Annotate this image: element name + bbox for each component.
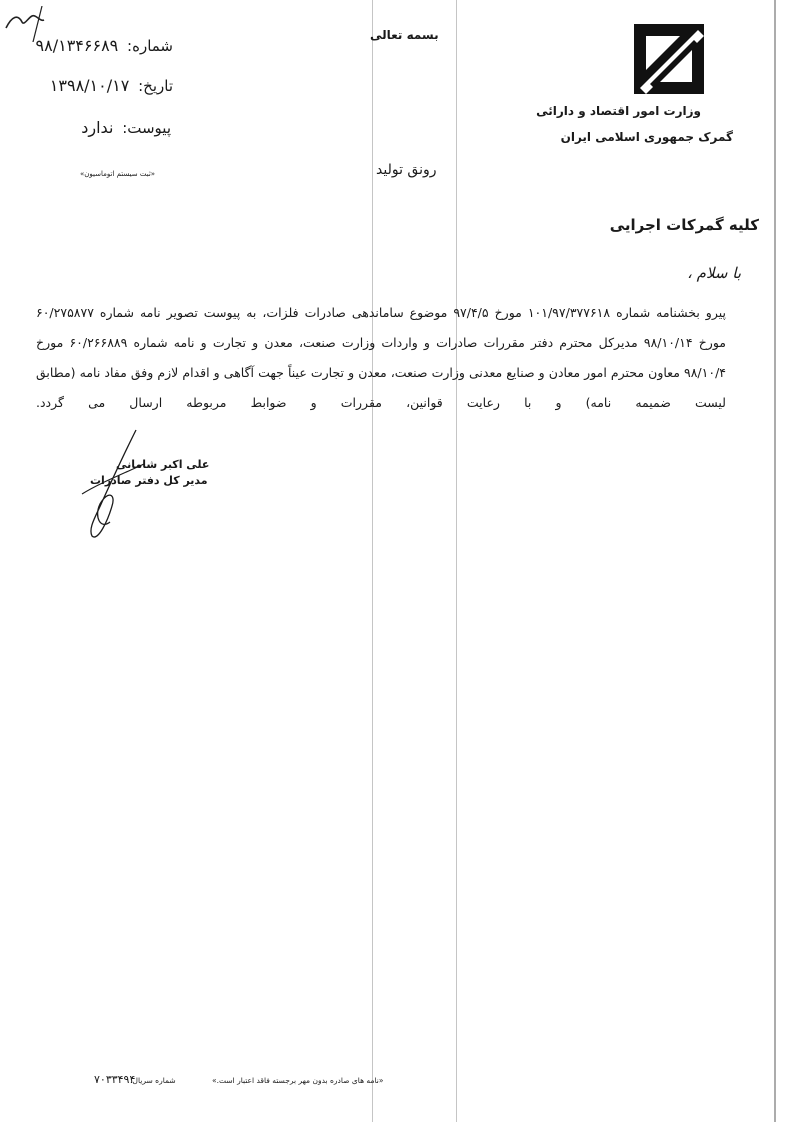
- letter-body: پیرو بخشنامه شماره ۱۰۱/۹۷/۳۷۷۶۱۸ مورخ ۹۷/۴/۵ موضوع ساماندهی صادرات فلزات، به پیوست تصویر نامه شماره ۶۰/۲۷۵۸۷۷ مورخ ۹۸/۱۰/۱۴ مدیرکل محترم دفتر مقررات صادرات و واردات وزارت صنعت، معدن و تجارت و نامه شماره ۶۰/۲۶۶۸۸۹ مورخ ۹۸/۱۰/۴ معاون محترم امور معادن و صنایع معدنی وزارت صنعت، معدن و تجارت عیناً جهت آگاهی و اقدام لازم وفق مفاد نامه (مطابق لیست ضمیمه نامه) و با رعایت قوانین، مقررات و ضوابط مربوطه ارسال می گردد.: [36, 305, 727, 410]
- automation-system-note: «ثبت سیستم اتوماسیون»: [80, 170, 156, 178]
- greeting: با سلام ،: [687, 264, 741, 282]
- signer-title: مدیر کل دفتر صادرات: [90, 474, 208, 487]
- signer-name: علی اکبر شامانی: [116, 458, 210, 471]
- recipient: کلیه گمرکات اجرایی: [609, 216, 759, 234]
- letter-date-label: تاریخ:: [138, 77, 173, 95]
- letter-number-value: ۹۸/۱۳۴۶۶۸۹: [35, 36, 119, 55]
- letter-number-label: شماره:: [127, 37, 173, 55]
- customs-name: گمرک جمهوری اسلامی ایران: [560, 130, 733, 144]
- footer-validity-note: «نامه های صادره بدون مهر برجسته فاقد اعتبار است.»: [212, 1076, 384, 1085]
- ministry-name: وزارت امور اقتصاد و دارائی: [536, 104, 701, 118]
- attachment-value: ندارد: [81, 118, 114, 137]
- page-edge-shadow: [774, 0, 776, 1122]
- attachment-row: [81, 118, 171, 137]
- letter-date-value: ۱۳۹۸/۱۰/۱۷: [49, 76, 130, 95]
- fold-line: [372, 0, 373, 1122]
- attachment-label: پیوست:: [122, 119, 171, 137]
- serial-label: شماره سریال:: [130, 1076, 176, 1085]
- letter-date-row: [50, 76, 173, 95]
- serial-value: ۷۰۳۳۴۹۴: [94, 1073, 136, 1086]
- customs-logo-icon: [632, 22, 706, 96]
- fold-line: [456, 0, 457, 1122]
- bismillah-heading: بسمه تعالی: [370, 28, 439, 42]
- letter-number-row: [36, 36, 173, 55]
- cc-note: رونق تولید: [376, 162, 437, 178]
